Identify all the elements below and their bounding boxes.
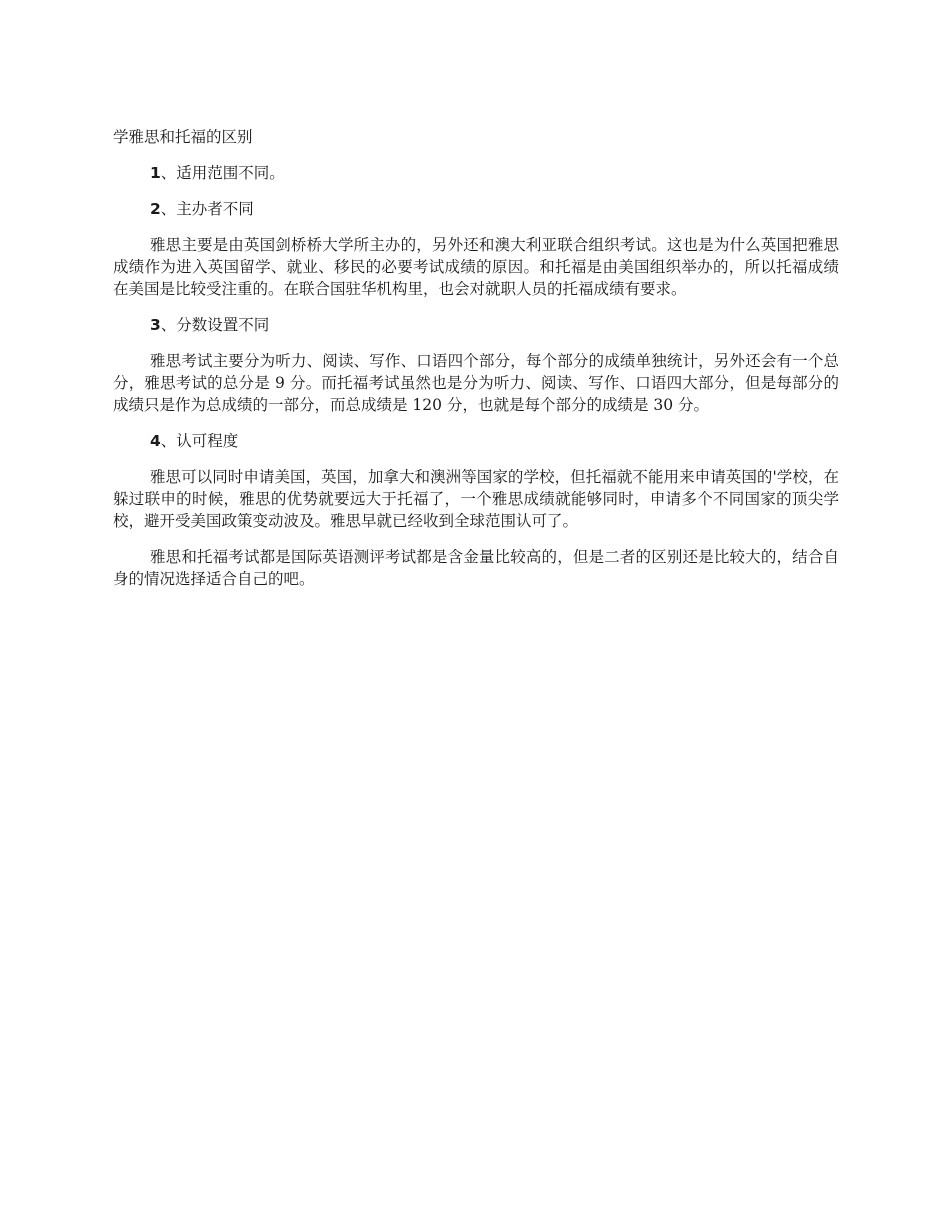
section-title: 、适用范围不同。 (160, 164, 285, 182)
section-heading-1 (113, 162, 839, 184)
paragraph-organizer: 雅思主要是由英国剑桥桥大学所主办的，另外还和澳大利亚联合组织考试。这也是为什么英国把雅思成绩作为进入英国留学、就业、移民的必要考试成绩的原因。和托福是由美国组织举办的，所以托福成绩在美国是比较受注重的。在联合国驻华机构里，也会对就职人员的托福成绩有要求。 (113, 236, 839, 298)
document-page (113, 126, 839, 604)
document-title: 学雅思和托福的区别 (113, 128, 253, 146)
paragraph-recognition: 雅思可以同时申请美国，英国，加拿大和澳洲等国家的学校，但托福就不能用来申请英国的'学校，在躲过联申的时候，雅思的优势就要远大于托福了，一个雅思成绩就能够同时，申请多个不同国家的顶尖学校，避开受美国政策变动波及。雅思早就已经收到全球范围认可了。 (113, 468, 839, 530)
paragraph-scoring: 雅思考试主要分为听力、阅读、写作、口语四个部分，每个部分的成绩单独统计，另外还会有一个总分，雅思考试的总分是 9 分。而托福考试虽然也是分为听力、阅读、写作、口语四大部分，但是每部分的成绩只是作为总成绩的一部分，而总成绩是 120 分，也就是每个部分的成绩是 30 分。 (113, 352, 839, 414)
section-title: 、主办者不同 (160, 200, 254, 218)
section-heading-4 (113, 430, 839, 452)
section-title: 、分数设置不同 (160, 316, 270, 334)
section-number: 2 (150, 200, 161, 218)
section-number: 3 (150, 316, 161, 334)
section-heading-3 (113, 314, 839, 336)
section-number: 4 (150, 432, 161, 450)
section-number: 1 (150, 164, 161, 182)
paragraph-conclusion: 雅思和托福考试都是国际英语测评考试都是含金量比较高的，但是二者的区别还是比较大的，结合自身的情况选择适合自己的吧。 (113, 548, 839, 588)
section-heading-2 (113, 198, 839, 220)
section-title: 、认可程度 (160, 432, 239, 450)
